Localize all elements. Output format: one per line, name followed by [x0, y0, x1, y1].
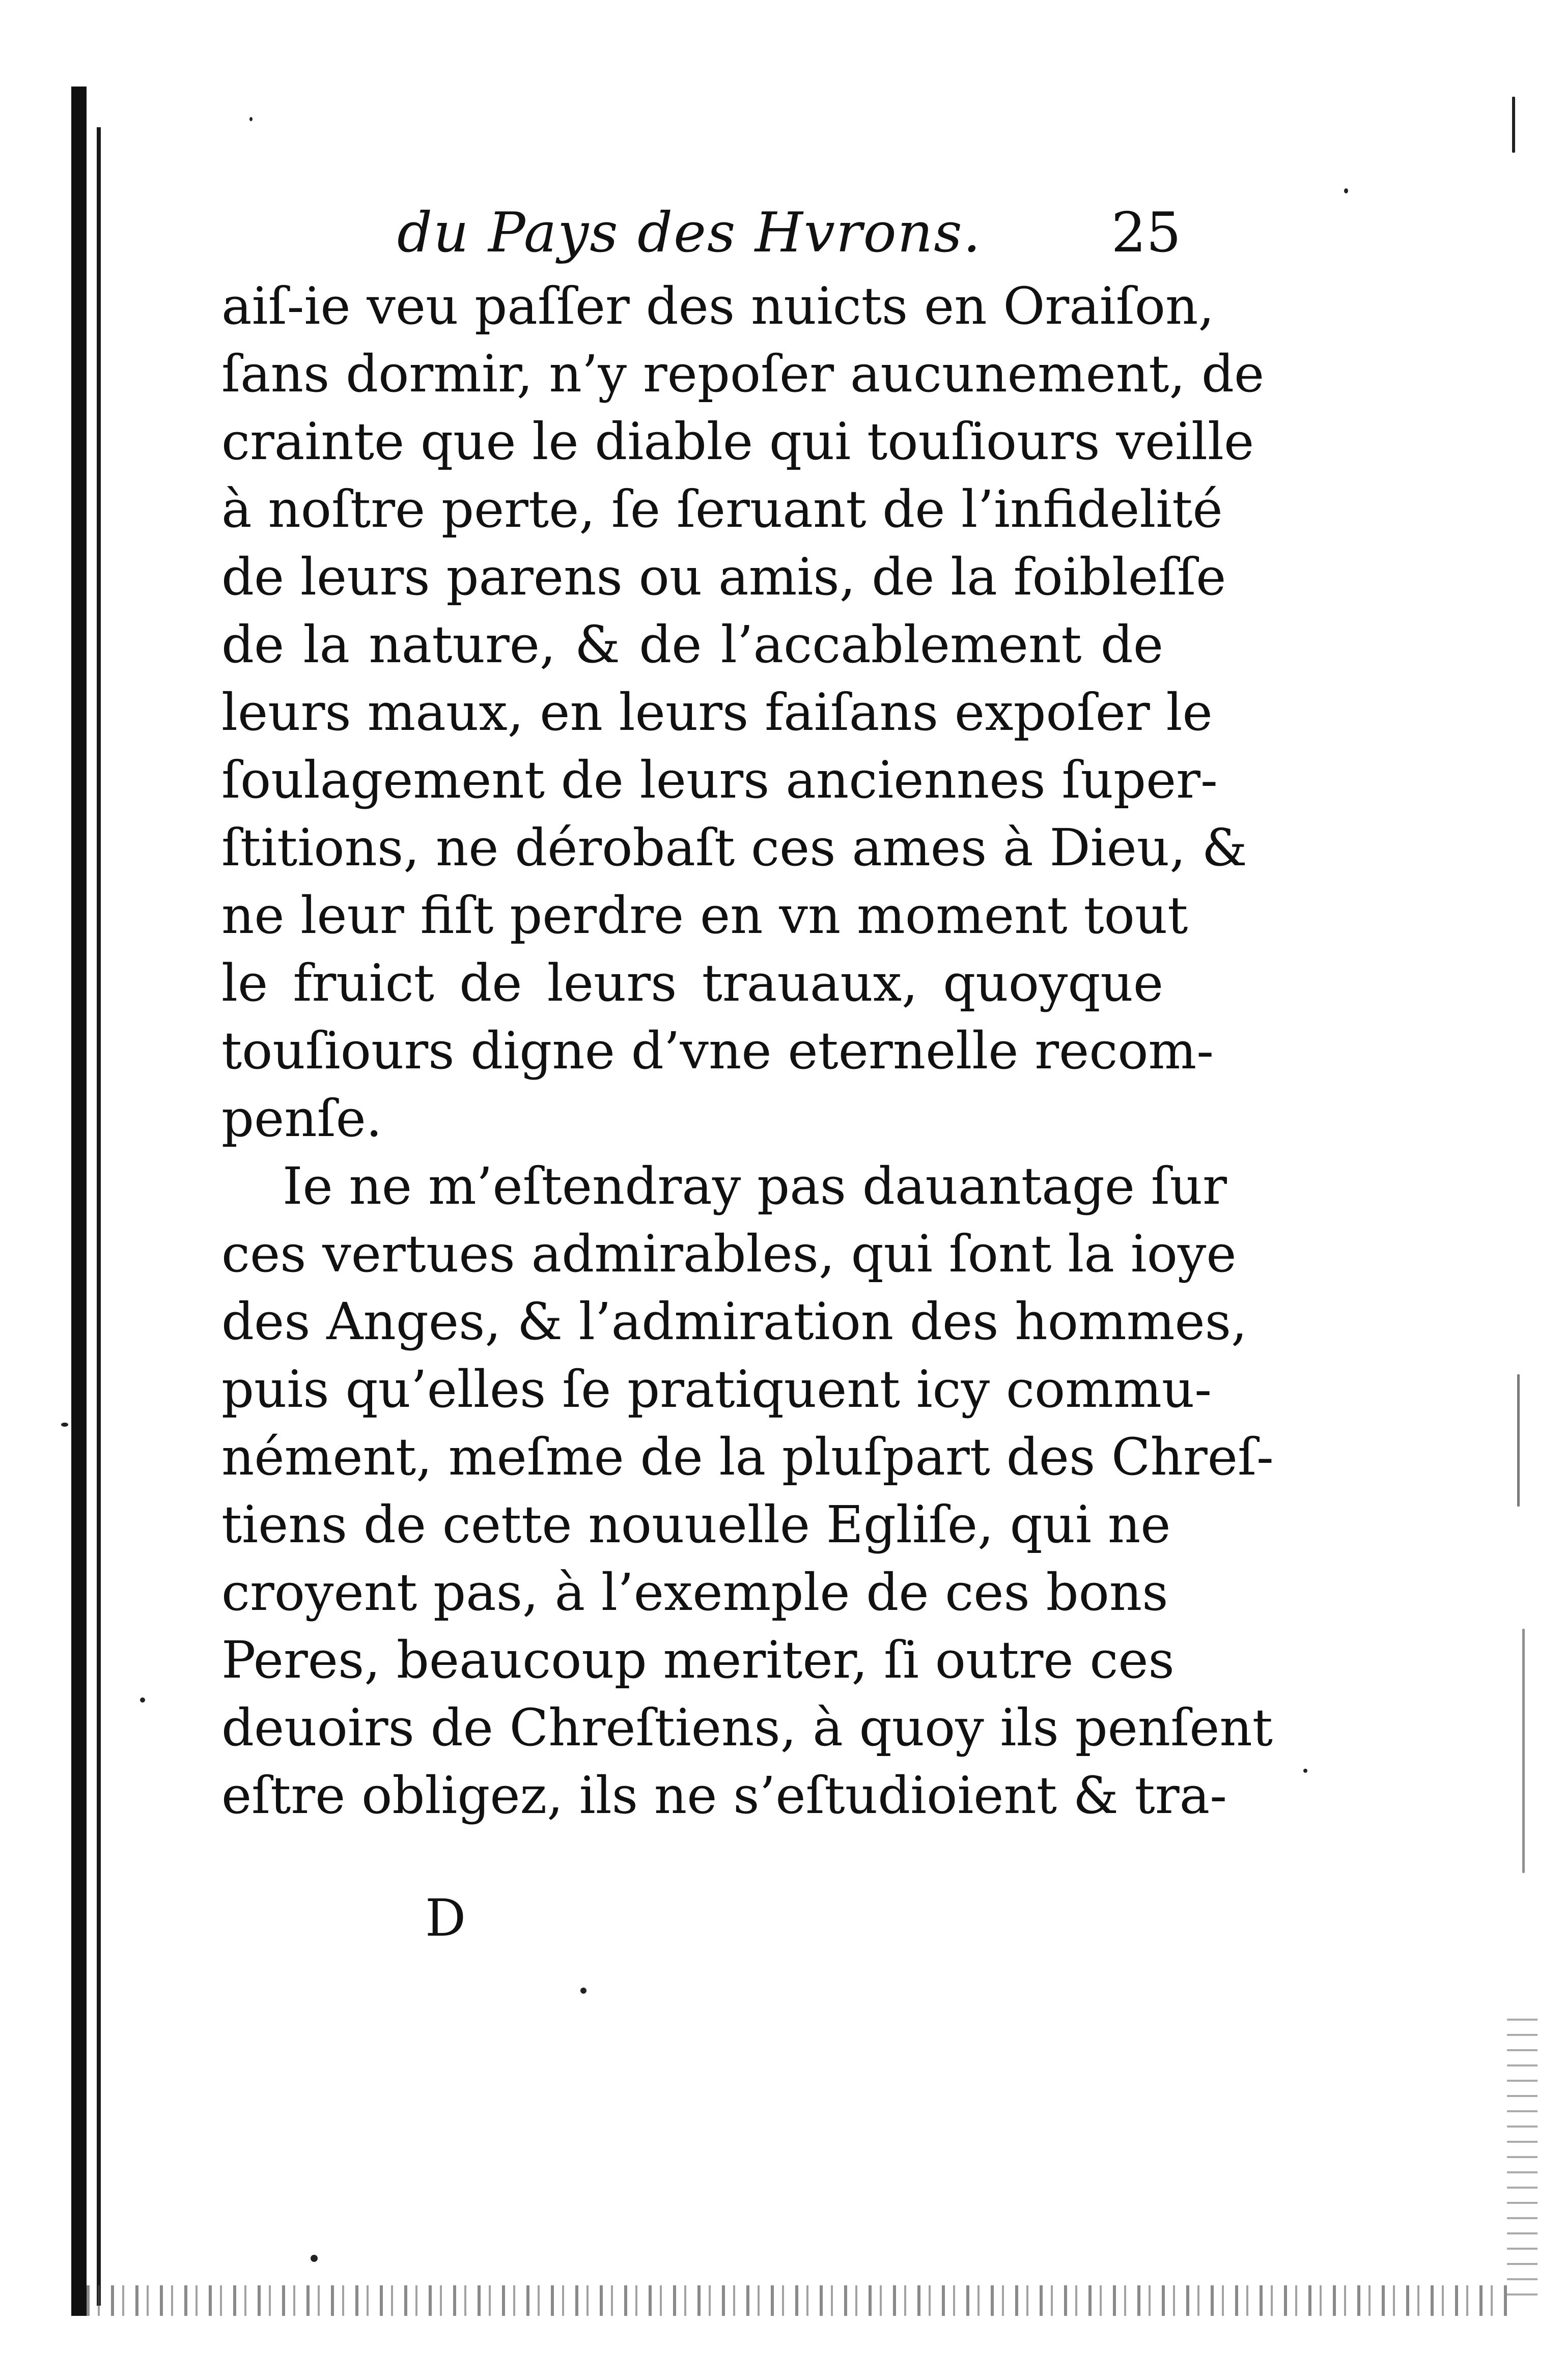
scan-speck [1517, 1374, 1520, 1507]
text-line: ſoulagement de leurs anciennes ſuper- [221, 750, 1218, 810]
page-number: 25 [1111, 201, 1181, 265]
text-line: nément, meſme de la pluſpart des Chreſ- [221, 1427, 1274, 1487]
signature-mark: D [425, 1888, 466, 1948]
scan-speck [249, 117, 253, 121]
scan-speck [311, 2255, 318, 2262]
text-line: ne leur fiſt perdre en vn moment tout [221, 886, 1188, 945]
page-binding-edge [71, 87, 87, 2316]
paragraph-end-line: penſe. [221, 1089, 382, 1148]
body-text [221, 272, 1274, 1829]
page-binding-shadow [97, 127, 101, 2306]
scan-speck [1303, 1769, 1307, 1773]
text-line: de leurs parens ou amis, de la foibleſſe [221, 547, 1226, 607]
text-line: des Anges, & l’admiration des hommes, [221, 1292, 1247, 1351]
text-line: à noſtre perte, ſe ſeruant de l’infidelité [221, 479, 1223, 539]
text-line: aiſ-ie veu paſſer des nuicts en Oraiſon, [221, 276, 1215, 336]
text-line: eſtre obligez, ils ne s’eſtudioient & tra- [221, 1766, 1227, 1825]
text-line: ces vertues admirables, qui ſont la ioye [221, 1224, 1237, 1284]
paragraph-start-line: Ie ne m’eſtendray pas dauantage ſur [283, 1156, 1227, 1216]
text-line: croyent pas, à l’exemple de ces bons [221, 1563, 1168, 1622]
text-line: puis qu’elles ſe pratiquent icy commu- [221, 1359, 1212, 1419]
scan-edge-speckle [1507, 2010, 1538, 2296]
text-line: ſans dormir, n’y repoſer aucunement, de [221, 344, 1265, 404]
text-line: le fruict de leurs trauaux, quoyque [221, 953, 1163, 1013]
scan-speck [140, 1697, 145, 1703]
scan-speck [1344, 188, 1348, 193]
text-line: Peres, beaucoup meriter, ſi outre ces [221, 1630, 1175, 1690]
scan-speck [580, 1988, 586, 1994]
text-line: de la nature, & de l’accablement de [221, 615, 1163, 674]
scan-speck [61, 1423, 68, 1427]
scan-edge-noise [87, 2285, 1512, 2316]
scan-speck [1512, 97, 1515, 153]
page-header [397, 201, 1181, 265]
text-line: crainte que le diable qui touſiours veille [221, 412, 1254, 471]
text-line: touſiours digne d’vne eternelle recom- [221, 1021, 1214, 1081]
running-title: du Pays des Hvrons. [397, 201, 982, 265]
text-line: deuoirs de Chreſtiens, à quoy ils penſent [221, 1698, 1273, 1758]
text-line: leurs maux, en leurs faiſans expoſer le [221, 683, 1213, 742]
scan-speck [1522, 1629, 1525, 1873]
text-line: ſtitions, ne dérobaſt ces ames à Dieu, & [221, 818, 1247, 877]
text-line: tiens de cette nouuelle Egliſe, qui ne [221, 1495, 1171, 1554]
